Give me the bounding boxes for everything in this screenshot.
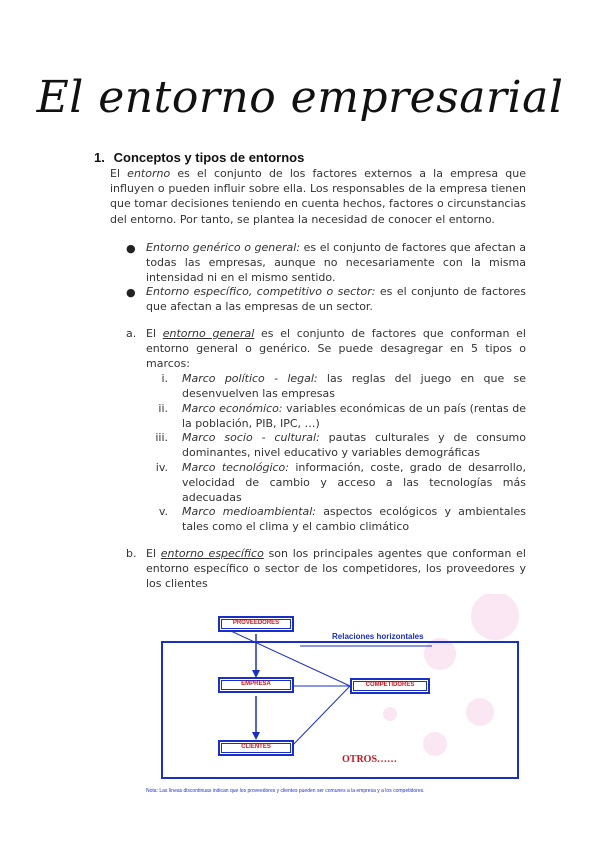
item-a-paragraph (146, 326, 526, 372)
bullet-text: es el conjunto de factores que afectan a las empresas de un sector. (146, 285, 526, 314)
framework-num: v. (158, 505, 168, 518)
framework-term: Marco medioambiental: (182, 505, 317, 518)
framework-economico (182, 401, 526, 431)
framework-text: información, coste, grado de desarrollo, velocidad de cambio y acceso a las tecnologías más adecuadas (182, 461, 526, 505)
bullet-term: Entorno específico, competitivo o sector: (146, 285, 376, 298)
item-b-term: entorno específico (160, 547, 264, 560)
section-number: 1. (94, 150, 105, 165)
item-a-term: entorno general (162, 327, 255, 340)
line-clientes-competidores (290, 686, 350, 748)
framework-num: i. (161, 372, 168, 385)
otros-label: OTROS…… (342, 754, 398, 765)
bullet-text: es el conjunto de factores que afectan a todas las empresas, aunque no necesariamente con la misma intensidad ni en el mismo sentido. (146, 241, 526, 285)
framework-num: iv. (155, 461, 168, 474)
framework-num: ii. (158, 402, 168, 415)
framework-term: Marco económico: (182, 402, 283, 415)
framework-text: las reglas del juego en que se desenvuelven las empresas (182, 372, 526, 401)
intro-term: entorno (127, 167, 171, 180)
item-b-paragraph (146, 546, 526, 592)
competidores-label: COMPETIDORES (353, 681, 427, 691)
diagram-graphics (150, 594, 530, 804)
framework-term: Marco socio - cultural: (182, 431, 320, 444)
framework-text: pautas culturales y de consumo dominantes, nivel educativo y variables demográficas (182, 431, 526, 460)
section-heading (94, 150, 304, 165)
proveedores-label: PROVEEDORES (221, 619, 291, 629)
page-title: El entorno empresarial (36, 72, 564, 123)
empresa-label: EMPRESA (221, 680, 291, 690)
framework-term: Marco tecnológico: (182, 461, 289, 474)
empresa-box (218, 677, 294, 693)
competidores-box (350, 678, 430, 694)
section-title: Conceptos y tipos de entornos (113, 150, 305, 165)
framework-term: Marco político - legal: (182, 372, 318, 385)
item-b-marker: b. (126, 547, 137, 560)
relaciones-label: Relaciones horizontales (332, 632, 424, 641)
proveedores-box (218, 616, 294, 632)
intro-text: es el conjunto de los factores externos a la empresa que influyen o pueden influir sobre ella. Los responsables de la empresa tienen que tomar decisiones teniendo en cuenta hechos, factores o circunstancias del entorno. Por tanto, se plantea la necesidad de conocer el entorno. (110, 167, 526, 226)
sector-frame (162, 642, 518, 778)
framework-medioambiental (182, 504, 526, 534)
entorno-especifico-diagram (150, 594, 530, 804)
decor-circle (466, 698, 494, 726)
diagram-note: Nota: Las líneas discontinuas indican que los proveedores y clientes pueden ser comunes a la empresa y a los competidores. (146, 788, 425, 794)
framework-tecnologico (182, 460, 526, 506)
framework-socio-cultural (182, 430, 526, 460)
framework-text: variables económicas de un país (rentas de la población, PIB, IPC, …) (182, 402, 527, 431)
clientes-label: CLIENTES (221, 743, 291, 753)
bullet-dot: ● (126, 286, 136, 299)
bullet-generico (146, 240, 526, 286)
decor-circle (471, 594, 519, 640)
decor-circle (423, 732, 447, 756)
decor-circle (383, 707, 397, 721)
intro-pre: El (110, 167, 128, 180)
framework-text: aspectos ecológicos y ambientales tales como el clima y el cambio climático (182, 505, 526, 534)
bullet-dot: ● (126, 242, 136, 255)
clientes-box (218, 740, 294, 756)
item-b-text: son los principales agentes que conforman el entorno específico o sector de los competidores, los proveedores y los clientes (146, 547, 526, 591)
framework-politico (182, 371, 526, 401)
item-a-text: es el conjunto de factores que conforman el entorno general o genérico. Se puede desagregar en 5 tipos o marcos: (146, 327, 526, 371)
item-a-pre: El (146, 327, 163, 340)
arrowhead (252, 732, 260, 740)
intro-paragraph (110, 166, 526, 227)
item-a-marker: a. (126, 327, 137, 340)
bullet-especifico (146, 284, 526, 314)
bullet-term: Entorno genérico o general: (146, 241, 301, 254)
item-b-pre: El (146, 547, 161, 560)
framework-num: iii. (155, 431, 168, 444)
